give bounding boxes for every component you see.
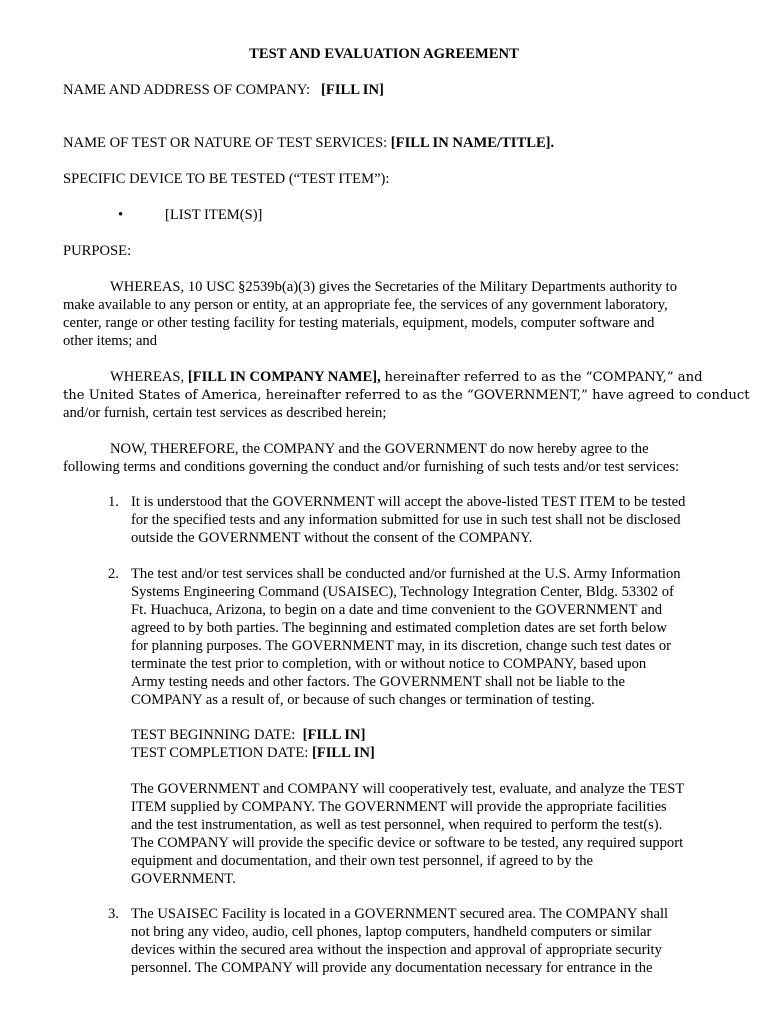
item2-para2-line: The COMPANY will provide the specific device or software to be tested, any required support (131, 835, 684, 851)
item1-line: It is understood that the GOVERNMENT will accept the above-listed TEST ITEM to be tested (131, 494, 686, 510)
list-item: [LIST ITEM(S)] (165, 207, 263, 223)
item2-line: terminate the test prior to completion, with or without notice to COMPANY, based upon (131, 656, 647, 672)
item-number: 1. (108, 494, 119, 510)
company-line (63, 82, 384, 100)
whereas2-rest: hereinafter referred to as the “COMPANY,” and (384, 370, 703, 385)
item-number: 3. (108, 906, 119, 922)
item3-line: The USAISEC Facility is located in a GOVERNMENT secured area. The COMPANY shall (131, 906, 669, 922)
item3-line: personnel. The COMPANY will provide any documentation necessary for entrance in the (131, 960, 653, 976)
item3-line: not bring any video, audio, cell phones, laptop computers, handheld computers or similar (131, 924, 652, 940)
item2-line: Ft. Huachuca, Arizona, to begin on a date and time convenient to the GOVERNMENT and (131, 602, 663, 618)
test-beginning-fill: [FILL IN] (302, 727, 366, 743)
item2-line: The test and/or test services shall be conducted and/or furnished at the U.S. Army Information (131, 566, 681, 582)
test-completion-date (131, 745, 375, 763)
test-completion-label: TEST COMPLETION DATE: (131, 745, 309, 761)
device-label: SPECIFIC DEVICE TO BE TESTED (“TEST ITEM”): (63, 171, 390, 187)
item2-para2-line: equipment and documentation, and their own test personnel, if agreed to by the (131, 853, 594, 869)
whereas1-line: other items; and (63, 333, 158, 349)
item2-para2-line: GOVERNMENT. (131, 871, 236, 887)
bullet-icon: • (118, 207, 124, 223)
now-therefore-line: NOW, THEREFORE, the COMPANY and the GOVERNMENT do now hereby agree to the (110, 441, 649, 457)
item3-line: devices within the secured area without the inspection and approval of appropriate security (131, 942, 662, 958)
company-label: NAME AND ADDRESS OF COMPANY: (63, 82, 311, 98)
item2-line: Army testing needs and other factors. The GOVERNMENT shall not be liable to the (131, 674, 625, 690)
test-name-line (63, 135, 554, 153)
whereas2-company-fill: [FILL IN COMPANY NAME], (187, 369, 381, 385)
test-beginning-date (131, 727, 365, 745)
test-name-label: NAME OF TEST OR NATURE OF TEST SERVICES: (63, 135, 388, 151)
document-title: TEST AND EVALUATION AGREEMENT (249, 46, 519, 62)
whereas1-line: WHEREAS, 10 USC §2539b(a)(3) gives the Secretaries of the Military Departments authority to (110, 279, 678, 295)
item2-line: Systems Engineering Command (USAISEC), Technology Integration Center, Bldg. 53302 of (131, 584, 674, 600)
whereas2-line (63, 369, 703, 387)
whereas2-prefix: WHEREAS, (110, 369, 185, 385)
item2-line: for planning purposes. The GOVERNMENT may, in its discretion, change such test dates or (131, 638, 672, 654)
item1-line: for the specified tests and any information submitted for use in such test shall not be disclosed (131, 512, 681, 528)
whereas2-line: and/or furnish, certain test services as described herein; (63, 405, 387, 421)
item2-line: agreed to by both parties. The beginning and estimated completion dates are set forth below (131, 620, 667, 636)
item1-line: outside the GOVERNMENT without the consent of the COMPANY. (131, 530, 533, 546)
item2-para2-line: ITEM supplied by COMPANY. The GOVERNMENT will provide the appropriate facilities (131, 799, 667, 815)
item2-line: COMPANY as a result of, or because of such changes or termination of testing. (131, 692, 595, 708)
item2-para2-line: The GOVERNMENT and COMPANY will cooperatively test, evaluate, and analyze the TEST (131, 781, 685, 797)
whereas1-line: make available to any person or entity, at an appropriate fee, the services of any government laboratory, (63, 297, 668, 313)
whereas1-line: center, range or other testing facility for testing materials, equipment, models, computer software and (63, 315, 655, 331)
company-fill: [FILL IN] (321, 82, 384, 98)
item-number: 2. (108, 566, 119, 582)
purpose-heading: PURPOSE: (63, 243, 132, 259)
now-therefore-line: following terms and conditions governing the conduct and/or furnishing of such tests and/or test services: (63, 459, 680, 475)
test-name-fill: [FILL IN NAME/TITLE]. (390, 135, 555, 151)
item2-para2-line: and the test instrumentation, as well as test personnel, when required to perform the test(s). (131, 817, 663, 833)
test-beginning-label: TEST BEGINNING DATE: (131, 727, 296, 743)
test-completion-fill: [FILL IN] (311, 745, 375, 761)
whereas2-line: the United States of America, hereinafter referred to as the “GOVERNMENT,” have agreed to conduct (63, 388, 750, 403)
